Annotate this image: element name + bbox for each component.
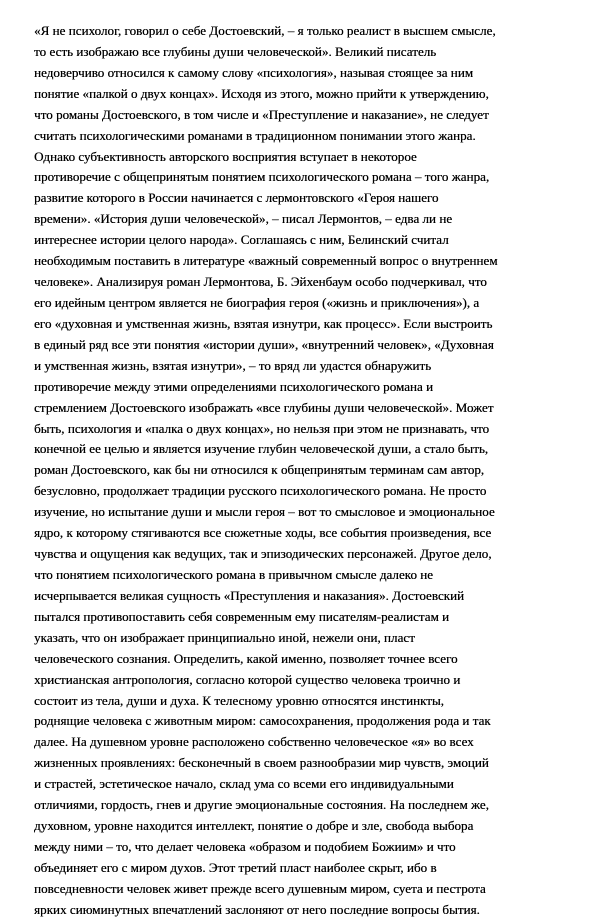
text-line-30: указать, что он изображает принципиально иной, нежели они, пласт: [34, 629, 415, 645]
text-line-32: христианская антропология, согласно которой существо человека троично и: [34, 671, 461, 687]
text-line-14: его идейным центром является не биография героя («жизнь и приключения»), а: [34, 294, 480, 310]
text-line-41: объединяет его с миром духов. Этот третий пласт наиболее скрыт, ибо в: [34, 859, 437, 875]
text-line-3: недоверчиво относился к самому слову «психология», называя стоящее за ним: [34, 64, 473, 80]
text-line-21: конечной ее целью и является изучение глубин человеческой души, а стало быть,: [34, 441, 489, 457]
text-line-28: исчерпывается великая сущность «Преступления и наказания». Достоевский: [34, 587, 465, 603]
text-line-2: то есть изображаю все глубины души человеческой». Великий писатель: [34, 43, 437, 59]
text-line-23: безусловно, продолжает традиции русского психологического романа. Не просто: [34, 483, 487, 499]
text-line-15: его «духовная и умственная жизнь, взятая изнутри, как процесс». Если выстроить: [34, 315, 493, 331]
text-line-31: человеческого сознания. Определить, какой именно, позволяет точнее всего: [34, 650, 458, 666]
text-line-39: духовном, уровне находится интеллект, понятие о добре и зле, свобода выбора: [34, 818, 474, 834]
text-line-27: что понятием психологического романа в привычном смысле далеко не: [34, 566, 433, 582]
text-line-24: изучение, но испытание души и мысли героя – вот то смысловое и эмоциональное: [34, 504, 495, 520]
text-line-1: «Я не психолог, говорил о себе Достоевский, – я только реалист в высшем смысле,: [34, 23, 496, 38]
text-line-37: и страстей, эстетическое начало, склад ума со всеми его индивидуальными: [34, 776, 454, 792]
text-line-38: отличиями, гордость, гнев и другие эмоциональные состояния. На последнем же,: [34, 797, 489, 813]
text-line-4: понятие «палкой о двух концах». Исходя из этого, можно прийти к утверждению,: [34, 85, 489, 101]
text-line-8: противоречие с общепринятым понятием психологического романа – того жанра,: [34, 169, 490, 185]
text-line-5: что романы Достоевского, в том числе и «Преступление и наказание», не следует: [34, 106, 489, 122]
text-line-42: повседневности человек живет прежде всего душевным миром, суета и пестрота: [34, 880, 486, 896]
text-line-18: противоречие между этими определениями психологического романа и: [34, 378, 434, 394]
text-line-10: времени». «История души человеческой», – писал Лермонтов, – едва ли не: [34, 211, 453, 227]
text-line-25: ядро, к которому стягиваются все сюжетные ходы, все события произведения, все: [34, 525, 492, 541]
text-line-20: быть, психология и «палка о двух концах», но нельзя при этом не признавать, что: [34, 420, 490, 436]
text-line-6: считать психологическими романами в традиционном понимании этого жанра.: [34, 127, 476, 143]
text-line-35: далее. На душевном уровне расположено собственно человеческое «я» во всех: [34, 734, 474, 750]
text-line-12: необходимым поставить в литературе «важный современный вопрос о внутреннем: [34, 253, 498, 269]
body-paragraph: [34, 21, 579, 921]
text-line-36: жизненных проявлениях: бесконечный в своем разнообразии мир чувств, эмоций: [34, 755, 489, 771]
text-line-29: пытался противопоставить себя современным ему писателям-реалистам и: [34, 608, 450, 624]
text-line-22: роман Достоевского, как бы ни относился к общепринятым терминам сам автор,: [34, 462, 485, 478]
text-line-11: интереснее истории целого народа». Соглашаясь с ним, Белинский считал: [34, 232, 449, 248]
text-line-9: развитие которого в России начинается с лермонтовского «Героя нашего: [34, 190, 439, 206]
text-line-40: между ними – то, что делает человека «образом и подобием Божиим» и что: [34, 838, 456, 854]
text-line-26: чувства и ощущения как ведущих, так и эпизодических персонажей. Другое дело,: [34, 546, 492, 562]
text-line-19: стремлением Достоевского изображать «все глубины души человеческой». Может: [34, 399, 494, 415]
text-line-43: ярких сиюминутных впечатлений заслоняют от него последние вопросы бытия.: [34, 901, 480, 917]
text-line-16: в единый ряд все эти понятия «истории души», «внутренний человек», «Духовная: [34, 336, 494, 352]
text-line-13: человеке». Анализируя роман Лермонтова, Б. Эйхенбаум особо подчеркивал, что: [34, 274, 487, 290]
text-line-34: роднящие человека с животным миром: самосохранения, продолжения рода и так: [34, 713, 491, 729]
text-line-7: Однако субъективность авторского восприятия вступает в некоторое: [34, 148, 417, 164]
text-line-33: состоит из тела, души и духа. К телесному уровню относятся инстинкты,: [34, 692, 444, 708]
text-line-17: и умственная жизнь, взятая изнутри», – то вряд ли удастся обнаружить: [34, 357, 432, 373]
